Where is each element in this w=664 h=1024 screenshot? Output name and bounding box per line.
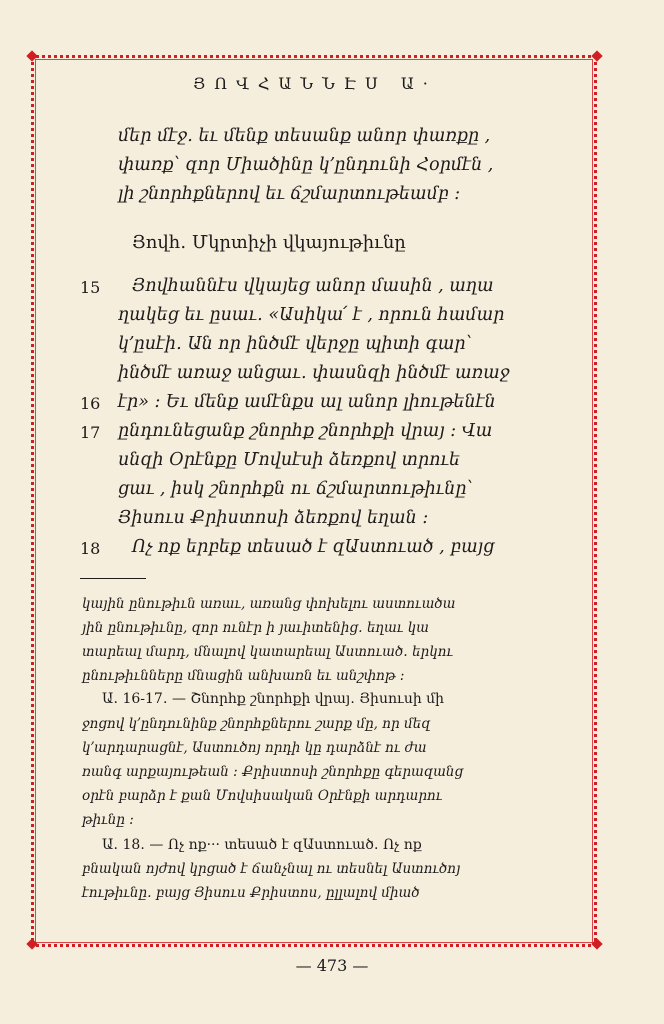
verse-line: ինծմէ առաջ անցաւ․ փասնզի ինծմէ առաջ [118, 363, 510, 383]
footnote-line: էութիւնը․ բայց Յիսուս Քրիստոս, ըլլալով միած [82, 885, 420, 901]
footnote-rule [80, 578, 146, 579]
verse-line: Յովհաննէս վկայեց անոր մասին , աղա [132, 276, 494, 296]
footnote-line: օրէն բարձր է քան Մովսիսական Օրէնքի արդարու [82, 788, 443, 804]
footnote-line: ռանգ արքայութեան : Քրիստոսի շնորհքը գերազանց [82, 764, 464, 780]
footnote-line: թիւնը : [82, 812, 134, 828]
footnote-line: տարեալ մարդ, մնալով կատարեալ Աստուած․ երկու [82, 644, 453, 660]
text-line: փառք՝ զոր Միածինը կ՚ընդունի Հօրմէն , [118, 155, 494, 175]
footnote-line: ընութիւնները մնացին անխառն եւ անշփոթ : [82, 668, 405, 684]
footnote-line: յին ընութիւնը, զոր ունէր ի յաւիտենից․ եղաւ կա [82, 620, 429, 636]
footnote-heading: Ա․ 18․ — Ոչ ոք··· տեսած է զԱստուած․ Ոչ ոք [102, 837, 422, 853]
verse-line: ցաւ , իսկ շնորհքն ու ճշմարտութիւնը՝ [118, 479, 473, 499]
verse-line: Յիսուս Քրիստոսի ձեռքով եղան : [118, 508, 429, 528]
footnote-line: բնական ոյժով կրցած է ճանչնալ ու տեսնել Աստուծոյ [82, 861, 461, 877]
footnote-line: կ՚արդարացնէ, Աստուծոյ որդի կը դարձնէ ու ժա [82, 740, 427, 756]
verse-number: 15 [80, 278, 101, 297]
footnote-line: ջոցով կ՚ընդունինք շնորհքներու շարք մը, որ մեզ [82, 716, 431, 732]
verse-line: Ոչ ոք երբեք տեսած է զԱստուած , բայց [132, 537, 495, 557]
verse-line: ղակեց եւ ըսաւ․ «Ասիկա՛ է , որուն համար [118, 305, 505, 325]
verse-number: 18 [80, 539, 101, 558]
footnote-line: կային ընութիւն առաւ, առանց փոխելու աստուածա [82, 596, 456, 612]
footnote-heading: Ա․ 16-17․ — Շնորհք շնորհքի վրայ․ Յիսուսի մի [102, 691, 445, 707]
text-line: լի շնորհքներով եւ ճշմարտութեամբ : [118, 184, 461, 204]
verse-line: սնզի Օրէնքը Մովսէսի ձեռքով տրուե [118, 450, 460, 470]
section-subtitle: Յովհ․ Մկրտիչի վկայութիւնը [132, 232, 406, 253]
verse-line: էր» : Եւ մենք ամէնքս ալ անոր լիութենէն [118, 392, 496, 412]
page-number: — 473 — [295, 956, 369, 975]
running-header: ՅՈՎՀԱՆՆԷՍ Ա· [193, 74, 437, 93]
verse-number: 16 [80, 394, 101, 413]
text-line: մեր մէջ․ եւ մենք տեսանք անոր փառքը , [118, 126, 491, 146]
verse-number: 17 [80, 423, 101, 442]
verse-line: կ՚ըսէի․ Ան որ ինծմէ վերջը պիտի գար՝ [118, 334, 472, 354]
verse-line: ընդունեցանք շնորհք շնորհքի վրայ : Վա [118, 421, 493, 441]
